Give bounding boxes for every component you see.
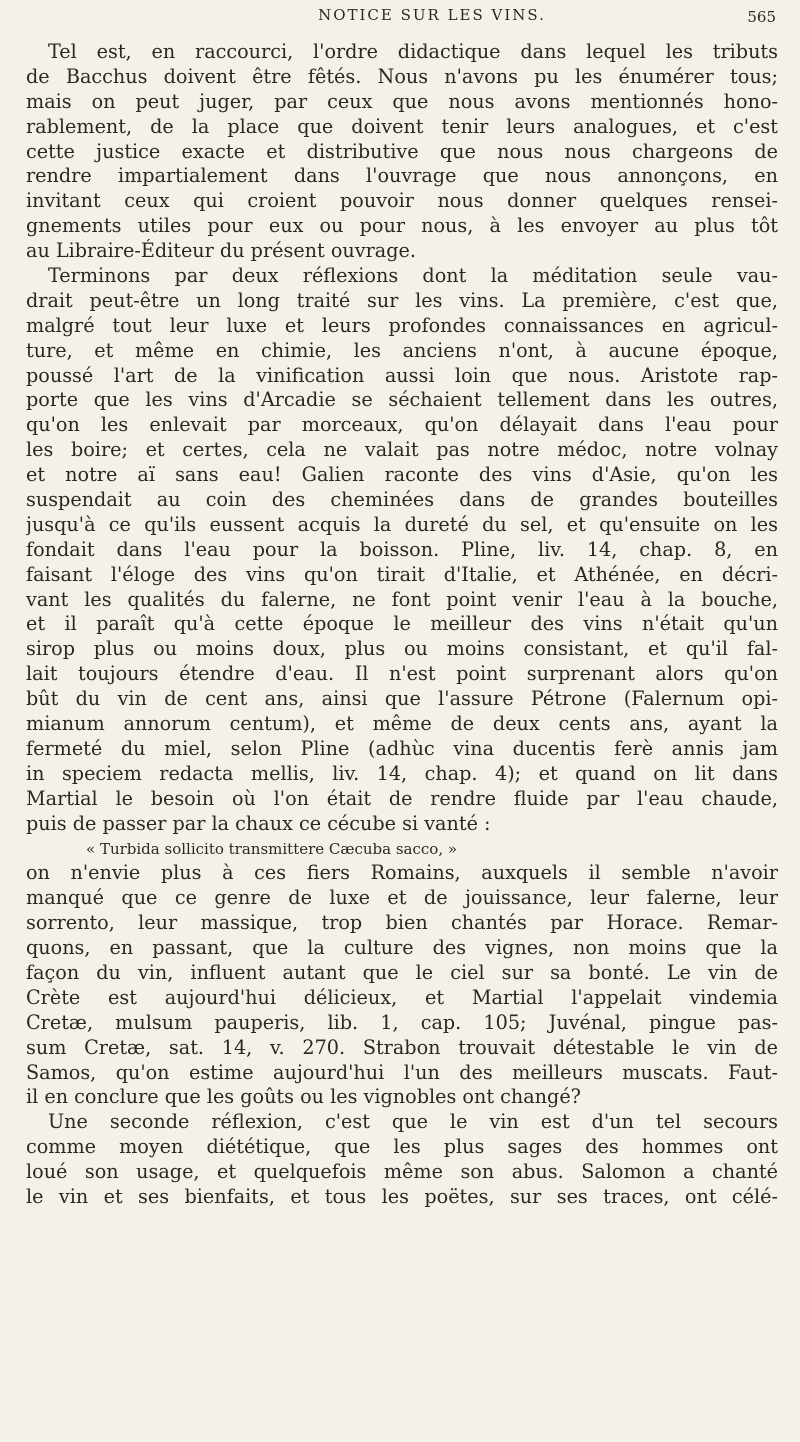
page-number: 565 bbox=[747, 8, 776, 26]
text-line: bût du vin de cent ans, ainsi que l'assure Pétrone (Falernum opi- bbox=[26, 687, 778, 711]
text-line: les boire; et certes, cela ne valait pas notre médoc, notre volnay bbox=[26, 438, 778, 462]
body-text bbox=[26, 40, 778, 1210]
text-line: Crète est aujourd'hui délicieux, et Martial l'appelait vindemia bbox=[26, 985, 778, 1009]
text-line: lait toujours étendre d'eau. Il n'est point surprenant alors qu'on bbox=[26, 662, 778, 686]
text-line: puis de passer par la chaux ce cécube si vanté : bbox=[26, 811, 491, 835]
text-line: et il paraît qu'à cette époque le meilleur des vins n'était qu'un bbox=[26, 612, 778, 636]
text-line: ture, et même en chimie, les anciens n'ont, à aucune époque, bbox=[26, 338, 778, 362]
text-line: sum Cretæ, sat. 14, v. 270. Strabon trouvait détestable le vin de bbox=[26, 1035, 778, 1059]
text-line: invitant ceux qui croient pouvoir nous donner quelques rensei- bbox=[26, 189, 778, 213]
text-line: Une seconde réflexion, c'est que le vin est d'un tel secours bbox=[48, 1110, 778, 1134]
text-line: poussé l'art de la vinification aussi loin que nous. Aristote rap- bbox=[26, 363, 778, 387]
text-line: Samos, qu'on estime aujourd'hui l'un des meilleurs muscats. Faut- bbox=[26, 1060, 778, 1084]
text-line: Tel est, en raccourci, l'ordre didactique dans lequel les tributs bbox=[48, 40, 778, 63]
text-line: loué son usage, et quelquefois même son abus. Salomon a chanté bbox=[26, 1160, 778, 1184]
text-line: in speciem redacta mellis, liv. 14, chap. 4); et quand on lit dans bbox=[26, 761, 778, 785]
text-line: quons, en passant, que la culture des vignes, non moins que la bbox=[26, 936, 778, 960]
text-line: le vin et ses bienfaits, et tous les poëtes, sur ses traces, ont célé- bbox=[26, 1184, 778, 1208]
text-line: jusqu'à ce qu'ils eussent acquis la dureté du sel, et qu'ensuite on les bbox=[26, 512, 778, 536]
text-line: suspendait au coin des cheminées dans de grandes bouteilles bbox=[26, 488, 778, 512]
text-line: Cretæ, mulsum pauperis, lib. 1, cap. 105; Juvénal, pingue pas- bbox=[26, 1010, 778, 1034]
text-line: mais on peut juger, par ceux que nous avons mentionnés hono- bbox=[26, 89, 778, 113]
text-line: gnements utiles pour eux ou pour nous, à les envoyer au plus tôt bbox=[26, 214, 778, 238]
text-line: faisant l'éloge des vins qu'on tirait d'Italie, et Athénée, en décri- bbox=[26, 562, 778, 586]
quotation-line: « Turbida sollicito transmittere Cæcuba sacco, » bbox=[86, 839, 458, 858]
text-line: façon du vin, influent autant que le ciel sur sa bonté. Le vin de bbox=[26, 960, 778, 984]
text-line: Martial le besoin où l'on était de rendre fluide par l'eau chaude, bbox=[26, 786, 778, 810]
text-line: malgré tout leur luxe et leurs profondes connaissances en agricul- bbox=[26, 313, 778, 337]
text-line: qu'on les enlevait par morceaux, qu'on délayait dans l'eau pour bbox=[26, 413, 778, 437]
text-line: mianum annorum centum), et même de deux cents ans, ayant la bbox=[26, 712, 778, 736]
text-line: il en conclure que les goûts ou les vignobles ont changé? bbox=[26, 1085, 581, 1109]
text-line: comme moyen diététique, que les plus sages des hommes ont bbox=[26, 1135, 778, 1159]
text-line: manqué que ce genre de luxe et de jouissance, leur falerne, leur bbox=[26, 886, 778, 910]
text-line: fermeté du miel, selon Pline (adhùc vina ducentis ferè annis jam bbox=[26, 736, 778, 760]
text-line: au Libraire-Éditeur du présent ouvrage. bbox=[26, 239, 416, 263]
text-line: porte que les vins d'Arcadie se séchaient tellement dans les outres, bbox=[26, 388, 778, 412]
text-line: Terminons par deux réflexions dont la méditation seule vau- bbox=[48, 264, 778, 288]
text-line: de Bacchus doivent être fêtés. Nous n'avons pu les énumérer tous; bbox=[26, 64, 778, 88]
text-line: et notre aï sans eau! Galien raconte des vins d'Asie, qu'on les bbox=[26, 463, 778, 487]
text-line: on n'envie plus à ces fiers Romains, auxquels il semble n'avoir bbox=[26, 861, 778, 885]
text-line: cette justice exacte et distributive que nous nous chargeons de bbox=[26, 139, 778, 163]
text-line: sirop plus ou moins doux, plus ou moins consistant, et qu'il fal- bbox=[26, 637, 778, 661]
text-line: fondait dans l'eau pour la boisson. Pline, liv. 14, chap. 8, en bbox=[26, 537, 778, 561]
text-line: drait peut-être un long traité sur les vins. La première, c'est que, bbox=[26, 288, 778, 312]
text-line: rablement, de la place que doivent tenir leurs analogues, et c'est bbox=[26, 114, 778, 138]
text-line: rendre impartialement dans l'ouvrage que nous annonçons, en bbox=[26, 164, 778, 188]
running-head: NOTICE SUR LES VINS. bbox=[318, 6, 546, 24]
text-line: vant les qualités du falerne, ne font point venir l'eau à la bouche, bbox=[26, 587, 778, 611]
page-header bbox=[26, 0, 778, 40]
text-line: sorrento, leur massique, trop bien chantés par Horace. Remar- bbox=[26, 911, 778, 935]
